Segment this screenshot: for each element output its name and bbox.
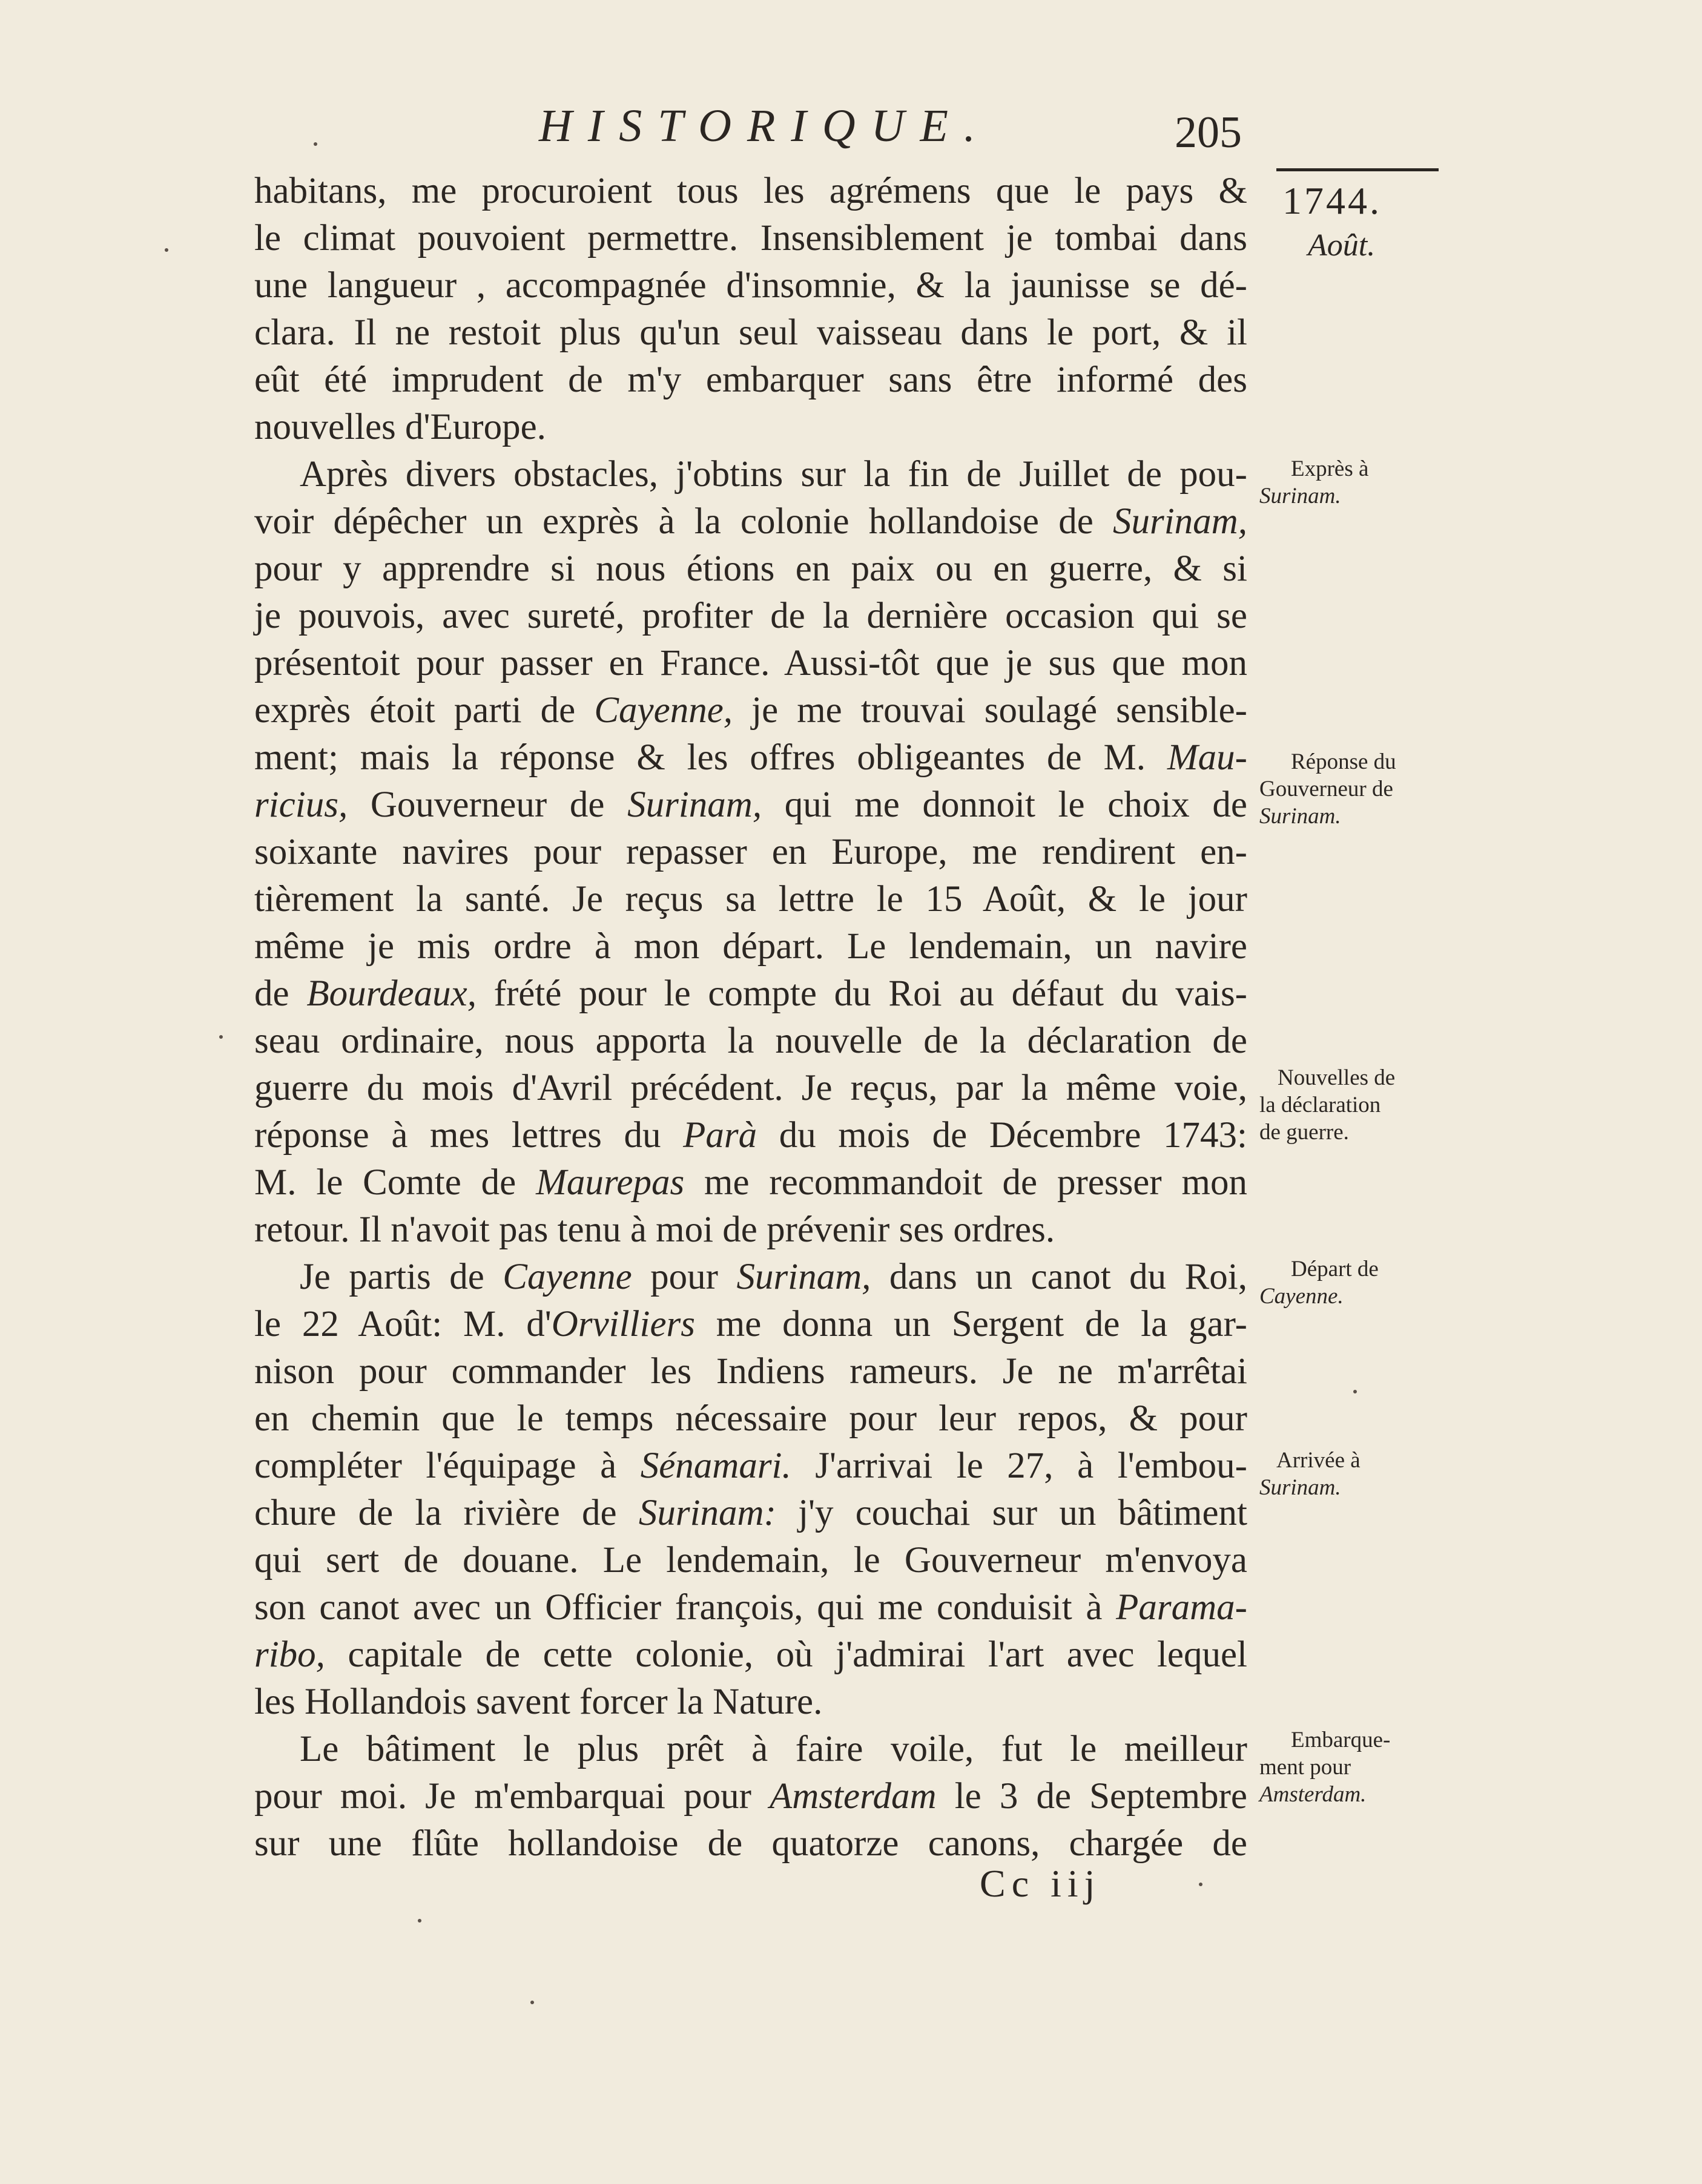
margin-note-reponse-gouverneur: Réponse du Gouverneur de Surinam.	[1259, 749, 1396, 829]
text-line: son canot avec un Officier françois, qui me conduisit à Parama-	[254, 1587, 1247, 1628]
text-line: pour y apprendre si nous étions en paix ou en guerre, & si	[254, 548, 1247, 589]
text-line: retour. Il n'avoit pas tenu à moi de prévenir ses ordres.	[254, 1209, 1055, 1250]
signature-mark: Cc iij	[980, 1862, 1101, 1905]
text-line: présentoit pour passer en France. Aussi-tôt que je sus que mon	[254, 643, 1247, 683]
text-line: eût été imprudent de m'y embarquer sans être informé des	[254, 360, 1247, 400]
text-line: de Bourdeaux, frété pour le compte du Roi au défaut du vais-	[254, 973, 1247, 1014]
text-line: voir dépêcher un exprès à la colonie hollandoise de Surinam,	[254, 501, 1247, 542]
text-line: pour moi. Je m'embarquai pour Amsterdam le 3 de Septembre	[254, 1776, 1247, 1817]
margin-note-embarquement-amsterdam: Embarque- ment pour Amsterdam.	[1259, 1728, 1391, 1807]
text-line: le climat pouvoient permettre. Insensiblement je tombai dans	[254, 218, 1247, 258]
text-line: exprès étoit parti de Cayenne, je me trouvai soulagé sensible-	[254, 690, 1247, 731]
text-line: clara. Il ne restoit plus qu'un seul vaisseau dans le port, & il	[254, 312, 1247, 353]
text-line: soixante navires pour repasser en Europe, me rendirent en-	[254, 832, 1247, 872]
margin-note-depart-cayenne: Départ de Cayenne.	[1259, 1257, 1379, 1309]
text-line: une langueur , accompagnée d'insomnie, & la jaunisse se dé-	[254, 265, 1247, 306]
text-line: ricius, Gouverneur de Surinam, qui me donnoit le choix de	[254, 784, 1247, 825]
paper-speck	[418, 1919, 421, 1923]
text-line: en chemin que le temps nécessaire pour leur repos, & pour	[254, 1398, 1247, 1439]
paper-speck	[165, 248, 168, 252]
text-line: je pouvois, avec sureté, profiter de la dernière occasion qui se	[254, 596, 1247, 636]
margin-note-nouvelles-guerre: Nouvelles de la déclaration de guerre.	[1259, 1065, 1396, 1145]
text-line: habitans, me procuroient tous les agrémens que le pays &	[254, 171, 1247, 211]
text-line: le 22 Août: M. d'Orvilliers me donna un Sergent de la gar-	[254, 1304, 1247, 1344]
margin-month: Août.	[1308, 228, 1376, 263]
text-line: M. le Comte de Maurepas me recommandoit de presser mon	[254, 1162, 1247, 1203]
paper-speck	[530, 2001, 534, 2004]
margin-rule	[1276, 168, 1439, 171]
margin-note-expres-surinam: Exprès à Surinam.	[1259, 456, 1369, 509]
text-line: Je partis de Cayenne pour Surinam, dans un canot du Roi,	[300, 1257, 1247, 1297]
text-line: chure de la rivière de Surinam: j'y couchai sur un bâtiment	[254, 1493, 1248, 1533]
text-line: seau ordinaire, nous apporta la nouvelle de la déclaration de	[254, 1021, 1247, 1061]
margin-year: 1744.	[1282, 179, 1382, 222]
text-line: guerre du mois d'Avril précédent. Je reçus, par la même voie,	[254, 1068, 1247, 1108]
text-line: ribo, capitale de cette colonie, où j'admirai l'art avec lequel	[254, 1634, 1247, 1675]
text-line: tièrement la santé. Je reçus sa lettre le 15 Août, & le jour	[254, 879, 1247, 919]
text-line: nouvelles d'Europe.	[254, 407, 546, 447]
text-line: même je mis ordre à mon départ. Le lendemain, un navire	[254, 926, 1247, 967]
paper-speck	[219, 1035, 223, 1039]
text-line: nison pour commander les Indiens rameurs. Je ne m'arrêtai	[254, 1351, 1247, 1392]
paper-speck	[314, 142, 317, 146]
paper-speck	[1353, 1390, 1357, 1393]
running-head-title: HISTORIQUE.	[539, 100, 991, 151]
page-number: 205	[1175, 108, 1242, 157]
text-line: ment; mais la réponse & les offres obligeantes de M. Mau-	[254, 737, 1247, 778]
margin-note-arrivee-surinam: Arrivée à Surinam.	[1259, 1448, 1361, 1501]
text-line: qui sert de douane. Le lendemain, le Gouverneur m'envoya	[254, 1540, 1247, 1580]
text-line: compléter l'équipage à Sénamari. J'arrivai le 27, à l'embou-	[254, 1446, 1247, 1486]
text-line: réponse à mes lettres du Parà du mois de Décembre 1743:	[254, 1115, 1247, 1156]
text-line: les Hollandois savent forcer la Nature.	[254, 1682, 823, 1722]
text-line: Le bâtiment le plus prêt à faire voile, fut le meilleur	[300, 1729, 1247, 1769]
text-line: sur une flûte hollandoise de quatorze canons, chargée de	[254, 1823, 1247, 1864]
paper-speck	[1199, 1883, 1202, 1886]
text-line: Après divers obstacles, j'obtins sur la fin de Juillet de pou-	[300, 454, 1247, 495]
